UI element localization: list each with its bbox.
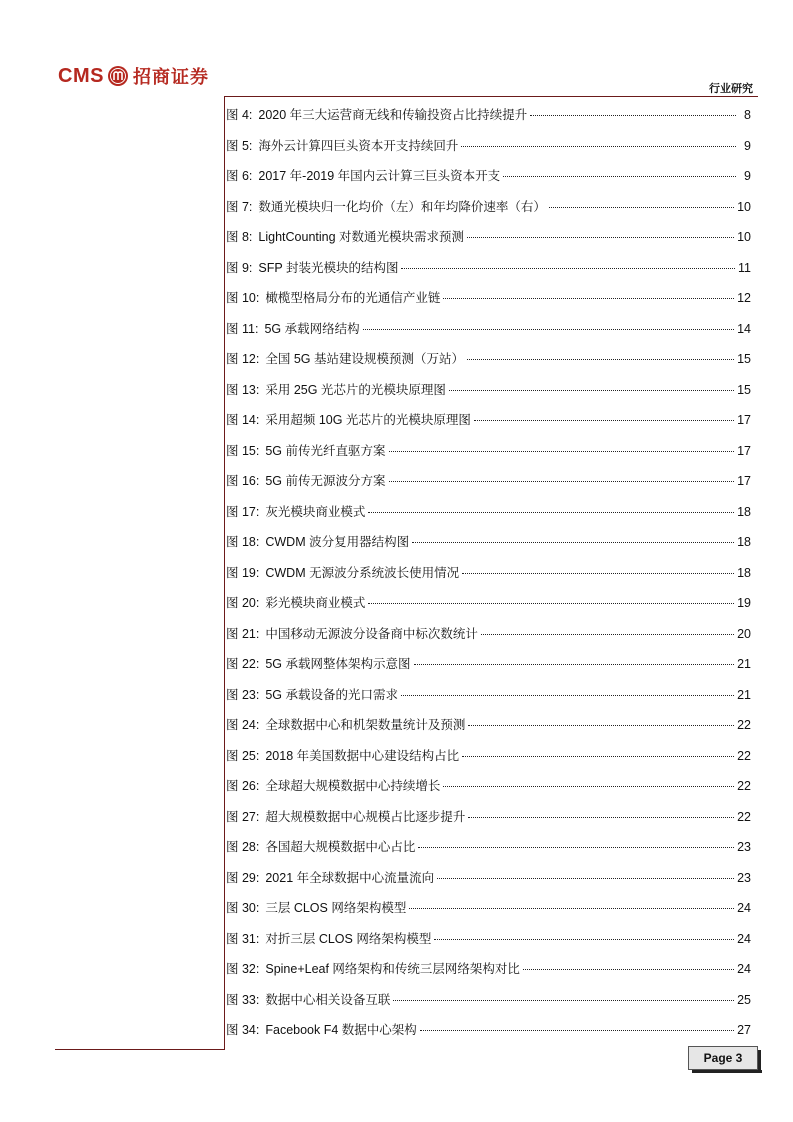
- toc-dot-leader: [363, 329, 735, 330]
- toc-page-number: 12: [737, 291, 751, 305]
- toc-dot-leader: [549, 207, 734, 208]
- toc-dot-leader: [530, 115, 736, 116]
- badge-shadow-right: [758, 1050, 761, 1072]
- toc-entry[interactable]: [226, 867, 751, 898]
- toc-entry[interactable]: [226, 897, 751, 928]
- toc-figure-title: 2017 年-2019 年国内云计算三巨头资本开支: [258, 169, 501, 183]
- toc-figure-title: 全球超大规模数据中心持续增长: [265, 779, 441, 793]
- toc-figure-title: 全国 5G 基站建设规模预测（万站）: [265, 352, 464, 366]
- section-tag: 行业研究: [709, 83, 753, 95]
- toc-dot-leader: [401, 695, 734, 696]
- toc-figure-number: 图 24:: [226, 718, 260, 732]
- toc-page-number: 22: [737, 718, 751, 732]
- toc-figure-title: CWDM 波分复用器结构图: [265, 535, 410, 549]
- header-rule: [224, 96, 758, 97]
- toc-figure-number: 图 16:: [226, 474, 260, 488]
- toc-figure-number: 图 12:: [226, 352, 260, 366]
- toc-page-number: 19: [737, 596, 751, 610]
- toc-page-number: 22: [737, 809, 751, 824]
- toc-entry[interactable]: [226, 470, 751, 501]
- toc-dot-leader: [503, 176, 736, 177]
- toc-figure-number: 图 5:: [226, 138, 253, 153]
- toc-dot-leader: [368, 603, 734, 604]
- toc-figure-number: 图 10:: [226, 291, 260, 305]
- toc-dot-leader: [468, 817, 734, 818]
- toc-figure-title: 灰光模块商业模式: [265, 504, 366, 519]
- toc-page-number: 8: [744, 108, 751, 122]
- toc-dot-leader: [409, 908, 734, 909]
- toc-entry[interactable]: [226, 1019, 751, 1050]
- toc-page-number: 22: [737, 779, 751, 793]
- logo-latin-text: CMS: [58, 64, 104, 87]
- toc-figure-number: 图 8:: [226, 230, 253, 244]
- toc-page-number: 14: [737, 321, 751, 336]
- toc-entry[interactable]: [226, 653, 751, 684]
- toc-figure-number: 图 31:: [226, 931, 260, 946]
- toc-dot-leader: [401, 268, 735, 269]
- toc-page-number: 20: [737, 626, 751, 641]
- toc-figure-title: 全球数据中心和机架数量统计及预测: [265, 718, 466, 732]
- toc-dot-leader: [474, 420, 734, 421]
- toc-dot-leader: [418, 847, 734, 848]
- toc-entry[interactable]: [226, 104, 751, 135]
- toc-figure-title: 对折三层 CLOS 网络架构模型: [265, 931, 432, 946]
- toc-figure-number: 图 23:: [226, 687, 260, 702]
- toc-entry[interactable]: [226, 562, 751, 593]
- toc-dot-leader: [449, 390, 734, 391]
- toc-figure-title: 采用超频 10G 光芯片的光模块原理图: [265, 413, 471, 427]
- toc-dot-leader: [389, 481, 735, 482]
- toc-figure-title: 5G 前传无源波分方案: [265, 474, 386, 488]
- toc-figure-title: 采用 25G 光芯片的光模块原理图: [265, 382, 446, 397]
- toc-figure-number: 图 33:: [226, 992, 260, 1007]
- toc-entry[interactable]: [226, 623, 751, 654]
- toc-figure-title: Facebook F4 数据中心架构: [265, 1023, 417, 1037]
- toc-page-number: 9: [744, 138, 751, 153]
- toc-figure-number: 图 29:: [226, 870, 260, 885]
- toc-page-number: 18: [737, 565, 751, 580]
- toc-entry[interactable]: [226, 592, 751, 623]
- company-logo: [58, 58, 209, 94]
- toc-dot-leader: [461, 146, 736, 147]
- toc-entry[interactable]: [226, 226, 751, 257]
- page-number-label: Page 3: [703, 1051, 743, 1065]
- toc-entry[interactable]: [226, 714, 751, 745]
- toc-dot-leader: [468, 725, 734, 726]
- toc-entry[interactable]: [226, 196, 751, 227]
- toc-figure-number: 图 4:: [226, 108, 253, 122]
- toc-figure-number: 图 7:: [226, 199, 253, 214]
- toc-page-number: 21: [737, 687, 751, 702]
- toc-figure-title: 中国移动无源波分设备商中标次数统计: [265, 626, 478, 641]
- toc-figure-number: 图 27:: [226, 809, 260, 824]
- toc-figure-title: 各国超大规模数据中心占比: [265, 840, 416, 854]
- toc-entry[interactable]: [226, 836, 751, 867]
- toc-figure-title: 5G 承载网络结构: [264, 321, 360, 336]
- left-margin-rule: [224, 96, 225, 1049]
- toc-figure-number: 图 26:: [226, 779, 260, 793]
- toc-entry[interactable]: [226, 379, 751, 410]
- toc-figure-number: 图 20:: [226, 596, 260, 610]
- toc-entry[interactable]: [226, 409, 751, 440]
- toc-figure-number: 图 6:: [226, 169, 253, 183]
- toc-entry[interactable]: [226, 501, 751, 532]
- toc-figure-number: 图 30:: [226, 901, 260, 915]
- toc-entry[interactable]: [226, 745, 751, 776]
- toc-figure-title: Spine+Leaf 网络架构和传统三层网络架构对比: [265, 962, 520, 976]
- toc-entry[interactable]: [226, 958, 751, 989]
- toc-figure-number: 图 9:: [226, 260, 253, 275]
- toc-page-number: 24: [737, 901, 751, 915]
- toc-page-number: 17: [737, 413, 751, 427]
- toc-page-number: 22: [737, 748, 751, 763]
- logo-seal-icon: [107, 65, 129, 87]
- toc-page-number: 17: [737, 474, 751, 488]
- toc-page-number: 25: [737, 992, 751, 1007]
- toc-dot-leader: [434, 939, 734, 940]
- toc-figure-number: 图 13:: [226, 382, 260, 397]
- toc-page-number: 24: [737, 962, 751, 976]
- toc-dot-leader: [467, 359, 734, 360]
- toc-entry[interactable]: [226, 257, 751, 288]
- toc-figure-title: 超大规模数据中心规模占比逐步提升: [265, 809, 466, 824]
- toc-figure-number: 图 14:: [226, 413, 260, 427]
- toc-figure-number: 图 25:: [226, 748, 260, 763]
- logo-chinese-text: 招商证券: [132, 67, 209, 88]
- toc-dot-leader: [481, 634, 734, 635]
- toc-figure-title: SFP 封装光模块的结构图: [258, 260, 399, 275]
- toc-figure-title: 彩光模块商业模式: [265, 596, 366, 610]
- toc-figure-title: CWDM 无源波分系统波长使用情况: [265, 565, 460, 580]
- toc-figure-title: 2018 年美国数据中心建设结构占比: [265, 748, 460, 763]
- toc-figure-title: 橄榄型格局分布的光通信产业链: [265, 291, 441, 305]
- toc-entry[interactable]: [226, 318, 751, 349]
- toc-entry[interactable]: [226, 684, 751, 715]
- toc-page-number: 15: [737, 352, 751, 366]
- toc-figure-number: 图 32:: [226, 962, 260, 976]
- toc-figure-number: 图 11:: [226, 321, 259, 336]
- toc-figure-number: 图 34:: [226, 1023, 260, 1037]
- toc-page-number: 10: [737, 199, 751, 214]
- toc-page-number: 9: [744, 169, 751, 183]
- toc-page-number: 23: [737, 870, 751, 885]
- footer-rule: [55, 1049, 225, 1050]
- toc-page-number: 18: [737, 504, 751, 519]
- toc-page-number: 24: [737, 931, 751, 946]
- toc-dot-leader: [420, 1030, 734, 1031]
- toc-page-number: 23: [737, 840, 751, 854]
- toc-figure-title: 5G 前传光纤直驱方案: [265, 443, 386, 458]
- toc-figure-title: 2021 年全球数据中心流量流向: [265, 870, 435, 885]
- toc-figure-number: 图 17:: [226, 504, 260, 519]
- toc-dot-leader: [414, 664, 735, 665]
- toc-entry[interactable]: [226, 989, 751, 1020]
- toc-page-number: 21: [737, 657, 751, 671]
- toc-dot-leader: [523, 969, 734, 970]
- toc-entry[interactable]: [226, 165, 751, 196]
- toc-figure-title: 海外云计算四巨头资本开支持续回升: [258, 138, 459, 153]
- toc-figure-title: 5G 承载设备的光口需求: [265, 687, 399, 702]
- toc-dot-leader: [467, 237, 734, 238]
- toc-figure-title: 数据中心相关设备互联: [265, 992, 391, 1007]
- toc-entry[interactable]: [226, 135, 751, 166]
- toc-figure-title: 5G 承载网整体架构示意图: [265, 657, 411, 671]
- toc-figure-number: 图 18:: [226, 535, 260, 549]
- toc-figure-number: 图 22:: [226, 657, 260, 671]
- toc-entry[interactable]: [226, 775, 751, 806]
- toc-figure-number: 图 28:: [226, 840, 260, 854]
- toc-dot-leader: [368, 512, 734, 513]
- page-number-badge: [688, 1046, 758, 1070]
- toc-figure-title: 2020 年三大运营商无线和传输投资占比持续提升: [258, 108, 528, 122]
- toc-dot-leader: [412, 542, 734, 543]
- toc-dot-leader: [393, 1000, 734, 1001]
- toc-page-number: 15: [737, 382, 751, 397]
- toc-figure-title: 数通光模块归一化均价（左）和年均降价速率（右）: [258, 199, 546, 214]
- figure-index-list: [226, 104, 751, 1050]
- toc-entry[interactable]: [226, 348, 751, 379]
- toc-dot-leader: [462, 756, 734, 757]
- toc-page-number: 18: [737, 535, 751, 549]
- toc-dot-leader: [437, 878, 734, 879]
- toc-dot-leader: [389, 451, 735, 452]
- toc-entry[interactable]: [226, 287, 751, 318]
- toc-figure-number: 图 21:: [226, 626, 260, 641]
- toc-dot-leader: [443, 786, 734, 787]
- toc-figure-number: 图 15:: [226, 443, 260, 458]
- toc-entry[interactable]: [226, 440, 751, 471]
- toc-dot-leader: [462, 573, 734, 574]
- toc-figure-title: 三层 CLOS 网络架构模型: [265, 901, 407, 915]
- toc-dot-leader: [443, 298, 734, 299]
- toc-entry[interactable]: [226, 806, 751, 837]
- toc-page-number: 27: [737, 1023, 751, 1037]
- toc-figure-number: 图 19:: [226, 565, 260, 580]
- toc-entry[interactable]: [226, 928, 751, 959]
- badge-shadow-bottom: [692, 1070, 762, 1073]
- toc-page-number: 10: [737, 230, 751, 244]
- toc-entry[interactable]: [226, 531, 751, 562]
- toc-page-number: 17: [737, 443, 751, 458]
- toc-figure-title: LightCounting 对数通光模块需求预测: [258, 230, 465, 244]
- toc-page-number: 11: [738, 260, 751, 275]
